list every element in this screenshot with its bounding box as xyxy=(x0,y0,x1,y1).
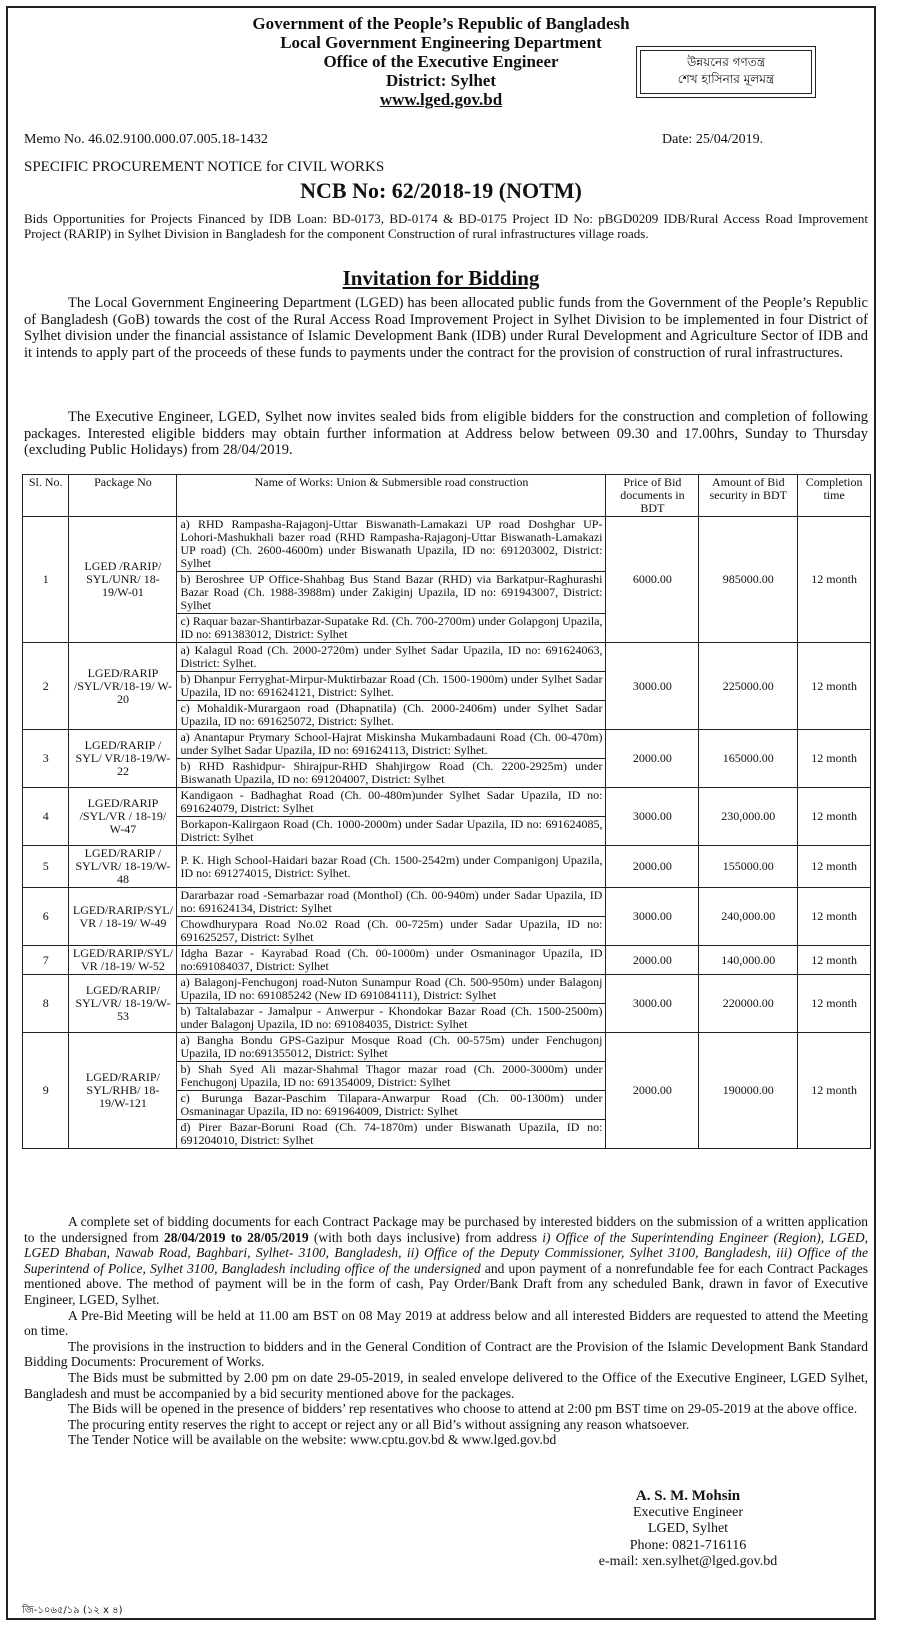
signatory-phone: Phone: 0821-716116 xyxy=(629,1537,747,1553)
terms-provisions: The provisions in the instruction to bidders and in the General Condition of Contract are the Provision of the Islamic Development Bank Standard Bidding Documents: Procurement of Works. xyxy=(24,1338,868,1370)
completion-cell: 12 month xyxy=(798,975,871,1033)
price-cell: 3000.00 xyxy=(606,643,699,730)
price-cell: 2000.00 xyxy=(606,946,699,975)
price-cell: 6000.00 xyxy=(606,517,699,643)
price-cell: 2000.00 xyxy=(606,1033,699,1149)
table-row xyxy=(23,643,871,672)
ncb-number: NCB No: 62/2018-19 (NOTM) xyxy=(300,178,582,203)
header-sl: Sl. No. xyxy=(23,475,69,517)
work-cell: a) Balagonj-Fenchugonj road-Nuton Sunampur Road (Ch. 500-950m) under Balagonj Upazila, ID no: 691085242 (New ID 691084111), District: Sylhet xyxy=(177,975,606,1004)
signature-block xyxy=(568,1488,808,1571)
table-row xyxy=(23,975,871,1004)
slogan-box xyxy=(636,46,816,98)
signatory-office: LGED, Sylhet xyxy=(647,1521,729,1536)
work-cell: Idgha Bazar - Kayrabad Road (Ch. 00-1000m) under Osmaninagor Upazila, ID no:691084037, District: Sylhet xyxy=(177,946,606,975)
completion-cell: 12 month xyxy=(798,846,871,888)
package-cell: LGED/RARIP /SYL/VR / 18-19/ W-47 xyxy=(69,788,177,846)
package-cell: LGED/RARIP/ SYL/RHB/ 18-19/W-121 xyxy=(69,1033,177,1149)
serial-cell: 5 xyxy=(23,846,69,888)
work-cell: a) RHD Rampasha-Rajagonj-Uttar Biswanath-Lamakazi UP road Doshghar UP-Lohori-Mashukhali bazer road (RHD Rampasha-Rajagonj-Uttar Biswanath-Lamakazi UP road) (Ch. 2600-4600m) under Biswanath Upazila, ID no: 691203002, District: Sylhet xyxy=(177,517,606,572)
table-header-row xyxy=(23,475,871,517)
table-row xyxy=(23,946,871,975)
terms-submission: The Bids must be submitted by 2.00 pm on date 29-05-2019, in sealed envelope delivered to the Office of the Executive Engineer, LGED Sylhet, Bangladesh and must be accompanied by a bid security mentioned above for the packages. xyxy=(24,1369,868,1401)
security-cell: 140,000.00 xyxy=(699,946,798,975)
completion-cell: 12 month xyxy=(798,517,871,643)
memo-number: Memo No. 46.02.9100.000.07.005.18-1432 xyxy=(24,132,268,147)
serial-cell: 9 xyxy=(23,1033,69,1149)
completion-cell: 12 month xyxy=(798,888,871,946)
works-table-body xyxy=(23,517,871,1149)
price-cell: 3000.00 xyxy=(606,788,699,846)
notice-page xyxy=(6,6,876,1620)
header-district: District: Sylhet xyxy=(385,71,496,90)
invitation-title: Invitation for Bidding xyxy=(342,266,540,290)
serial-cell: 3 xyxy=(23,730,69,788)
terms-purchase: A complete set of bidding documents for each Contract Package may be purchased by interested bidders on the submission of a written application to the undersigned from 28/04/2019 to 28/05/2019 (with both days inclusive) from address i) Office of the Superintending Engineer (Region), LGED, LGED Bhaban, Nawab Road, Baghbari, Sylhet- 3100, Bangladesh, ii) Office of the Deputy Commissioner, Sylhet 3100, Bangladesh, iii) Office of the Superintend of Police, Sylhet 3100, Bangladesh including office of the undersigned and upon payment of a nonrefundable fee for each Contract Packages mentioned above. The method of payment will be in the form of cash, Pay Order/Bank Draft from any scheduled Bank, drawn in favor of Executive Engineer, LGED, Sylhet. xyxy=(24,1214,868,1307)
work-cell: b) RHD Rashidpur- Shirajpur-RHD Shahjirgow Road (Ch. 2200-2925m) under Biswanath Upazila, ID no: 691204007, District: Sylhet xyxy=(177,759,606,788)
serial-cell: 1 xyxy=(23,517,69,643)
package-cell: LGED/RARIP /SYL/VR/18-19/ W-20 xyxy=(69,643,177,730)
header-website: www.lged.gov.bd xyxy=(379,90,503,109)
package-cell: LGED /RARIP/ SYL/UNR/ 18-19/W-01 xyxy=(69,517,177,643)
work-cell: b) Beroshree UP Office-Shahbag Bus Stand Bazar (RHD) via Barkatpur-Raghurashi Bazar Road (Ch. 1988-3988m) under Zakiginj Upazila, ID no: 691943007, District: Sylhet xyxy=(177,572,606,614)
header-package: Package No xyxy=(69,475,177,517)
security-cell: 985000.00 xyxy=(699,517,798,643)
security-cell: 230,000.00 xyxy=(699,788,798,846)
package-cell: LGED/RARIP / SYL/VR/ 18-19/W-48 xyxy=(69,846,177,888)
serial-cell: 4 xyxy=(23,788,69,846)
table-row xyxy=(23,846,871,888)
work-cell: c) Burunga Bazar-Paschim Tilapara-Anwarpur Road (Ch. 00-1300m) under Osmaninagar Upazila, ID no: 691964009, District: Sylhet xyxy=(177,1091,606,1120)
completion-cell: 12 month xyxy=(798,643,871,730)
security-cell: 155000.00 xyxy=(699,846,798,888)
work-cell: Dararbazar road -Semarbazar road (Monthol) (Ch. 00-940m) under Sadar Upazila, ID no: 691624134, District: Sylhet xyxy=(177,888,606,917)
serial-cell: 8 xyxy=(23,975,69,1033)
work-cell: a) Kalagul Road (Ch. 2000-2720m) under Sylhet Sadar Upazila, ID no: 691624063, District: Sylhet. xyxy=(177,643,606,672)
bids-opportunity: Bids Opportunities for Projects Financed by IDB Loan: BD-0173, BD-0174 & BD-0175 Project ID No: pBGD0209 IDB/Rural Access Road Improvement Project (RARIP) in Sylhet Division in Bangladesh for the component Construction of rural infrastructures village roads. xyxy=(24,211,868,241)
package-cell: LGED/RARIP/SYL/ VR / 18-19/ W-49 xyxy=(69,888,177,946)
table-row xyxy=(23,517,871,572)
slogan-line-1: উন্নয়নের গণতন্ত্র xyxy=(686,55,766,69)
work-cell: d) Pirer Bazar-Boruni Road (Ch. 74-1870m) under Biswanath Upazila, ID no: 691204010, District: Sylhet xyxy=(177,1120,606,1149)
completion-cell: 12 month xyxy=(798,730,871,788)
price-cell: 3000.00 xyxy=(606,888,699,946)
work-cell: a) Anantapur Prymary School-Hajrat Miskinsha Mukambadauni Road (Ch. 00-470m) under Sylhet Sadar Upazila, ID no: 691624113, District: Sylhet. xyxy=(177,730,606,759)
paragraph-invitation: The Executive Engineer, LGED, Sylhet now invites sealed bids from eligible bidders for the construction and completion of following packages. Interested eligible bidders may obtain further information at Address below between 09.30 and 17.00hrs, Sunday to Thursday (excluding Public Holidays) from 28/04/2019. xyxy=(24,409,868,458)
price-cell: 3000.00 xyxy=(606,975,699,1033)
table-row xyxy=(23,730,871,759)
completion-cell: 12 month xyxy=(798,788,871,846)
package-cell: LGED/RARIP/SYL/ VR /18-19/ W-52 xyxy=(69,946,177,975)
security-cell: 240,000.00 xyxy=(699,888,798,946)
header-office: Office of the Executive Engineer xyxy=(323,52,559,71)
security-cell: 220000.00 xyxy=(699,975,798,1033)
signatory-name: A. S. M. Mohsin xyxy=(635,1488,741,1504)
table-row xyxy=(23,1033,871,1062)
work-cell: b) Taltalabazar - Jamalpur - Anwerpur - Khondokar Bazar Road (Ch. 1500-2500m) under Balagonj Upazila, ID no: 691084035, District: Sylhet xyxy=(177,1004,606,1033)
terms-opening: The Bids will be opened in the presence of bidders’ rep resentatives who choose to attend at 2:00 pm BST time on 29-05-2019 at the above office. xyxy=(68,1401,858,1417)
terms-prebid: A Pre-Bid Meeting will be held at 11.00 am BST on 08 May 2019 at address below and all interested Bidders are requested to attend the Meeting on time. xyxy=(24,1307,868,1339)
security-cell: 225000.00 xyxy=(699,643,798,730)
header-government: Government of the People’s Republic of Bangladesh xyxy=(252,14,630,33)
security-cell: 190000.00 xyxy=(699,1033,798,1149)
terms-website: The Tender Notice will be available on the website: www.cptu.gov.bd & www.lged.gov.bd xyxy=(68,1432,557,1448)
table-row xyxy=(23,788,871,817)
work-cell: Chowdhurypara Road No.02 Road (Ch. 00-725m) under Sadar Upazila, ID no: 691625257, District: Sylhet xyxy=(177,917,606,946)
paragraph-allocation: The Local Government Engineering Department (LGED) has been allocated public funds from the Government of the People’s Republic of Bangladesh (GoB) towards the cost of the Rural Access Road Improvement Project in Sylhet Division to be implemented in four District of Sylhet division under the financial assistance of Islamic Development Bank (IDB) under Rural Development and Agriculture Sector of IDB and it intends to apply part of the proceeds of these funds to payments under the contract for the provision of construction of rural infrastructures. xyxy=(24,295,868,361)
work-cell: c) Mohaldik-Murargaon road (Dhapnatila) (Ch. 2000-2406m) under Sylhet Sadar Upazila, ID no: 691625072, District: Sylhet. xyxy=(177,701,606,730)
package-cell: LGED/RARIP/ SYL/VR/ 18-19/W-53 xyxy=(69,975,177,1033)
header-department: Local Government Engineering Department xyxy=(280,33,602,52)
security-cell: 165000.00 xyxy=(699,730,798,788)
price-cell: 2000.00 xyxy=(606,730,699,788)
footer-code: জি-১০৬৫/১৯ (১২ x ৪) xyxy=(22,1605,123,1616)
slogan-line-2: শেখ হাসিনার মূলমন্ত্র xyxy=(677,72,775,86)
serial-cell: 6 xyxy=(23,888,69,946)
work-cell: a) Bangha Bondu GPS-Gazipur Mosque Road (Ch. 00-575m) under Fenchugonj Upazila, ID no:691355012, District: Sylhet xyxy=(177,1033,606,1062)
notice-title: SPECIFIC PROCUREMENT NOTICE for CIVIL WORKS xyxy=(24,159,385,175)
header-security: Amount of Bid security in BDT xyxy=(699,475,798,517)
table-row xyxy=(23,888,871,917)
serial-cell: 7 xyxy=(23,946,69,975)
serial-cell: 2 xyxy=(23,643,69,730)
work-cell: c) Raquar bazar-Shantirbazar-Supatake Rd. (Ch. 700-2700m) under Golapgonj Upazila, ID no: 691383012, District: Sylhet xyxy=(177,614,606,643)
works-table xyxy=(22,474,871,1149)
package-cell: LGED/RARIP / SYL/ VR/18-19/W-22 xyxy=(69,730,177,788)
work-cell: b) Shah Syed Ali mazar-Shahmal Thagor mazar road (Ch. 2000-3000m) under Fenchugonj Upazila, ID no: 691354009, District: Sylhet xyxy=(177,1062,606,1091)
notice-date: Date: 25/04/2019. xyxy=(662,132,764,147)
work-cell: Kandigaon - Badhaghat Road (Ch. 00-480m)under Sylhet Sadar Upazila, ID no: 691624079, District: Sylhet xyxy=(177,788,606,817)
header-price: Price of Bid documents in BDT xyxy=(606,475,699,517)
work-cell: Borkapon-Kalirgaon Road (Ch. 1000-2000m) under Sadar Upazila, ID no: 691624085, District: Sylhet xyxy=(177,817,606,846)
completion-cell: 12 month xyxy=(798,946,871,975)
completion-cell: 12 month xyxy=(798,1033,871,1149)
work-cell: b) Dhanpur Ferryghat-Mirpur-Muktirbazar Road (Ch. 1500-1900m) under Sylhet Sadar Upazila, ID no: 691624121, District: Sylhet. xyxy=(177,672,606,701)
terms-section xyxy=(24,1214,868,1448)
terms-rights: The procuring entity reserves the right to accept or reject any or all Bid’s without assigning any reason whatsoever. xyxy=(68,1416,690,1432)
price-cell: 2000.00 xyxy=(606,846,699,888)
signatory-email: e-mail: xen.sylhet@lged.gov.bd xyxy=(598,1554,778,1569)
signatory-designation: Executive Engineer xyxy=(632,1504,743,1520)
header-completion: Completion time xyxy=(798,475,871,517)
work-cell: P. K. High School-Haidari bazar Road (Ch. 1500-2542m) under Companigonj Upazila, ID no: 691274015, District: Sylhet. xyxy=(177,846,606,888)
header-works: Name of Works: Union & Submersible road construction xyxy=(177,475,606,517)
